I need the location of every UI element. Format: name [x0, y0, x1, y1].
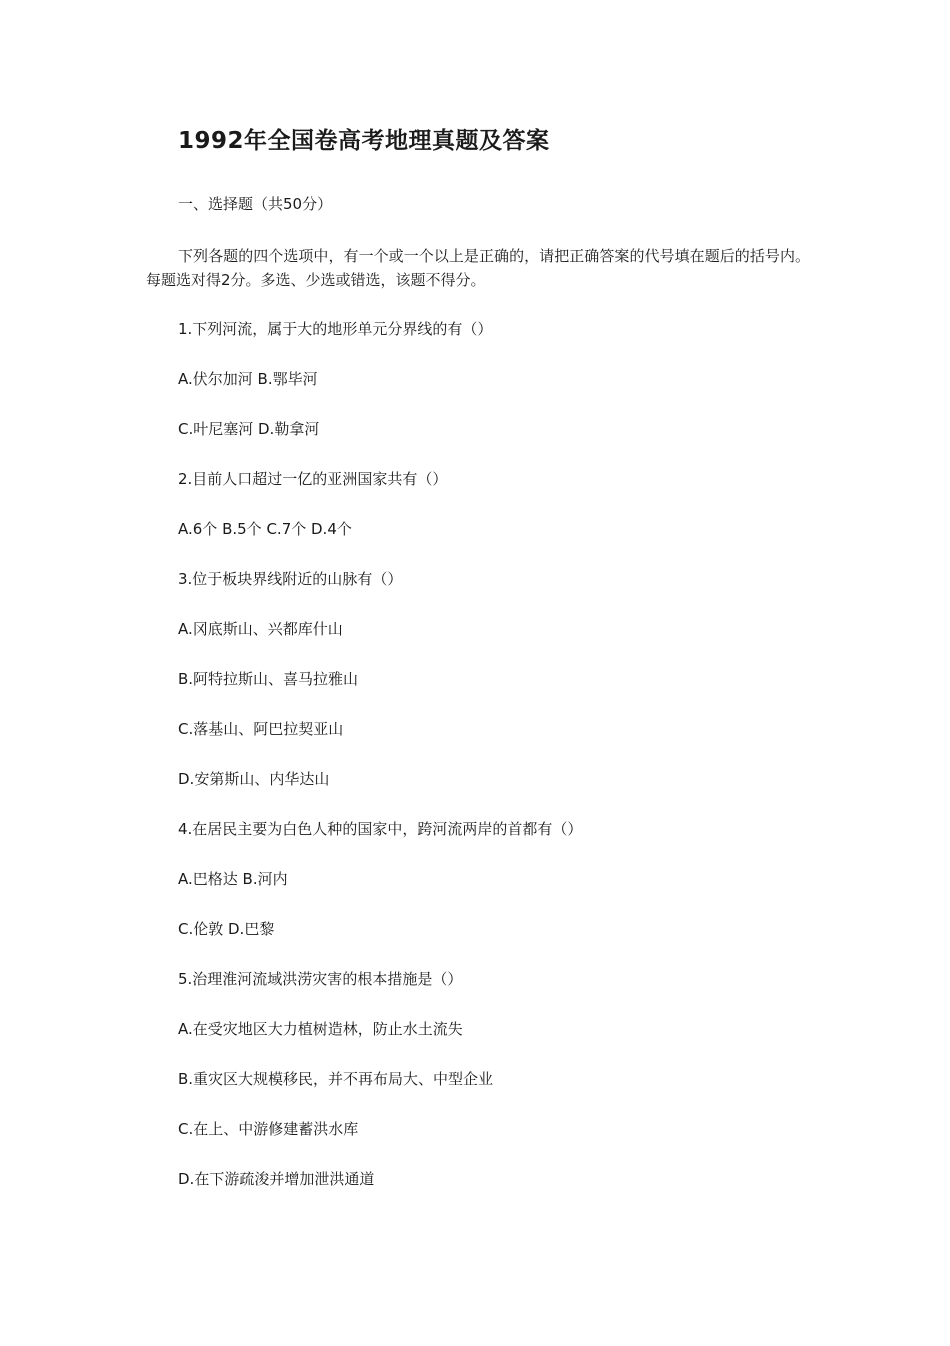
question-5-option-d: D.在下游疏浚并增加泄洪通道	[178, 1170, 375, 1188]
question-3: 3.位于板块界线附近的山脉有（）	[178, 570, 403, 588]
question-5: 5.治理淮河流域洪涝灾害的根本措施是（）	[178, 970, 463, 988]
question-3-option-a: A.冈底斯山、兴都库什山	[178, 620, 343, 638]
question-3-option-c: C.落基山、阿巴拉契亚山	[178, 720, 344, 738]
instructions-paragraph: 下列各题的四个选项中，有一个或一个以上是正确的，请把正确答案的代号填在题后的括号内。每题选对得2分。多选、少选或错选，该题不得分。	[146, 247, 810, 289]
question-1-options-cd: C.叶尼塞河 D.勒拿河	[178, 420, 320, 438]
document-title: 1992年全国卷高考地理真题及答案	[178, 128, 550, 154]
question-3-option-d: D.安第斯山、内华达山	[178, 770, 330, 788]
question-5-option-c: C.在上、中游修建蓄洪水库	[178, 1120, 359, 1138]
question-2-options: A.6个 B.5个 C.7个 D.4个	[178, 520, 352, 538]
question-1-options-ab: A.伏尔加河 B.鄂毕河	[178, 370, 318, 388]
question-5-option-a: A.在受灾地区大力植树造林，防止水土流失	[178, 1020, 463, 1038]
question-5-option-b: B.重灾区大规模移民，并不再布局大、中型企业	[178, 1070, 494, 1088]
section-heading: 一、选择题（共50分）	[178, 195, 333, 213]
question-2: 2.目前人口超过一亿的亚洲国家共有（）	[178, 470, 448, 488]
question-4-options-cd: C.伦敦 D.巴黎	[178, 920, 275, 938]
question-3-option-b: B.阿特拉斯山、喜马拉雅山	[178, 670, 359, 688]
question-4: 4.在居民主要为白色人种的国家中，跨河流两岸的首都有（）	[178, 820, 583, 838]
question-4-options-ab: A.巴格达 B.河内	[178, 870, 288, 888]
question-1: 1.下列河流，属于大的地形单元分界线的有（）	[178, 320, 493, 338]
